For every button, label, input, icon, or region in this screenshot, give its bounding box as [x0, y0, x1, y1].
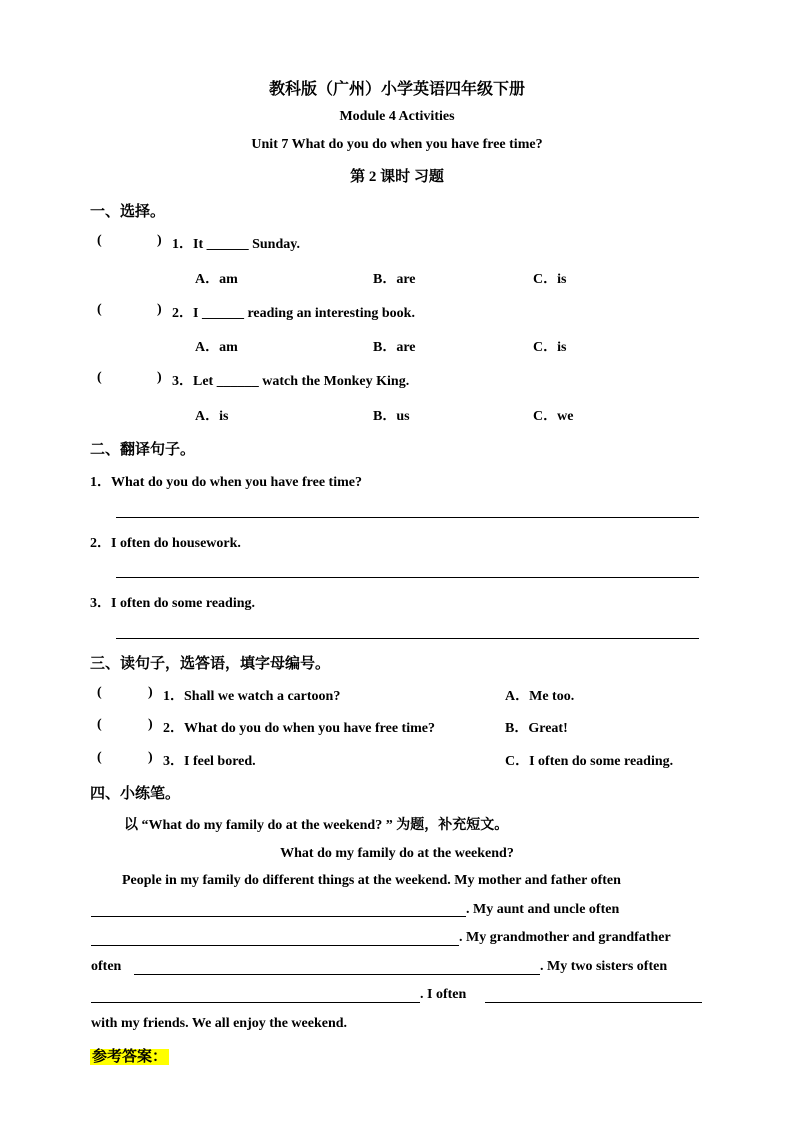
section4-heading: 四、小练笔。	[90, 786, 181, 802]
question-text: 2．I ______ reading an interesting book.	[172, 306, 415, 321]
fill-line[interactable]	[91, 916, 466, 917]
writing-instruction: 以 “What do my family do at the weekend? ” 为题，补充短文。	[124, 818, 509, 833]
answer-line[interactable]	[116, 577, 699, 578]
option-b: B．are	[373, 272, 416, 287]
unit-title: Unit 7 What do you do when you have free time?	[251, 137, 543, 152]
option-b: B．are	[373, 340, 416, 355]
option-a: A．am	[195, 340, 238, 355]
option-c: C．we	[533, 409, 574, 424]
essay-line: . My aunt and uncle often	[466, 902, 620, 917]
translate-item: 2．I often do housework.	[90, 536, 241, 551]
essay-line: . My two sisters often	[540, 959, 668, 974]
translate-item: 3．I often do some reading.	[90, 596, 256, 611]
answer-paren-close: )	[148, 685, 153, 700]
option-a: A．am	[195, 272, 238, 287]
match-answer: A．Me too.	[505, 689, 575, 704]
answer-line[interactable]	[116, 517, 699, 518]
section3-heading: 三、读句子，选答语，填字母编号。	[90, 656, 331, 672]
answer-line[interactable]	[116, 638, 699, 639]
match-question: 1．Shall we watch a cartoon?	[163, 689, 341, 704]
option-c: C．is	[533, 340, 567, 355]
essay-line: . I often	[420, 987, 467, 1002]
page-title: 教科版（广州）小学英语四年级下册	[268, 81, 525, 98]
answer-paren-close: )	[157, 370, 162, 385]
answers-label	[90, 1045, 169, 1066]
match-question: 2．What do you do when you have free time?	[163, 721, 435, 736]
answer-paren-open: (	[97, 717, 102, 732]
question-text: 3．Let ______ watch the Monkey King.	[172, 374, 410, 389]
module-title: Module 4 Activities	[339, 109, 455, 124]
match-question: 3．I feel bored.	[163, 754, 256, 769]
answer-paren-close: )	[148, 717, 153, 732]
answer-paren-open: (	[97, 750, 102, 765]
match-answer: B．Great!	[505, 721, 568, 736]
fill-line[interactable]	[134, 974, 540, 975]
essay-line: with my friends. We all enjoy the weekend.	[91, 1016, 348, 1031]
essay-line: People in my family do different things at the weekend. My mother and father often	[122, 873, 621, 888]
question-text: 1．It ______ Sunday.	[172, 237, 300, 252]
option-a: A．is	[195, 409, 229, 424]
answer-paren-open: (	[97, 302, 102, 317]
answer-paren-open: (	[97, 233, 102, 248]
match-answer: C．I often do some reading.	[505, 754, 674, 769]
section1-heading: 一、选择。	[90, 204, 166, 220]
answer-paren-close: )	[148, 750, 153, 765]
answer-paren-close: )	[157, 302, 162, 317]
answers-label-text: 参考答案：	[92, 1049, 168, 1065]
lesson-title: 第 2 课时 习题	[350, 169, 444, 185]
translate-item: 1．What do you do when you have free time?	[90, 475, 362, 490]
option-b: B．us	[373, 409, 410, 424]
fill-line[interactable]	[485, 1002, 702, 1003]
essay-line: often	[91, 959, 122, 974]
essay-line: . My grandmother and grandfather	[459, 930, 671, 945]
option-c: C．is	[533, 272, 567, 287]
section2-heading: 二、翻译句子。	[90, 442, 196, 458]
answer-paren-open: (	[97, 685, 102, 700]
fill-line[interactable]	[91, 1002, 420, 1003]
fill-line[interactable]	[91, 945, 459, 946]
essay-title: What do my family do at the weekend?	[280, 846, 514, 861]
answer-paren-open: (	[97, 370, 102, 385]
answer-paren-close: )	[157, 233, 162, 248]
